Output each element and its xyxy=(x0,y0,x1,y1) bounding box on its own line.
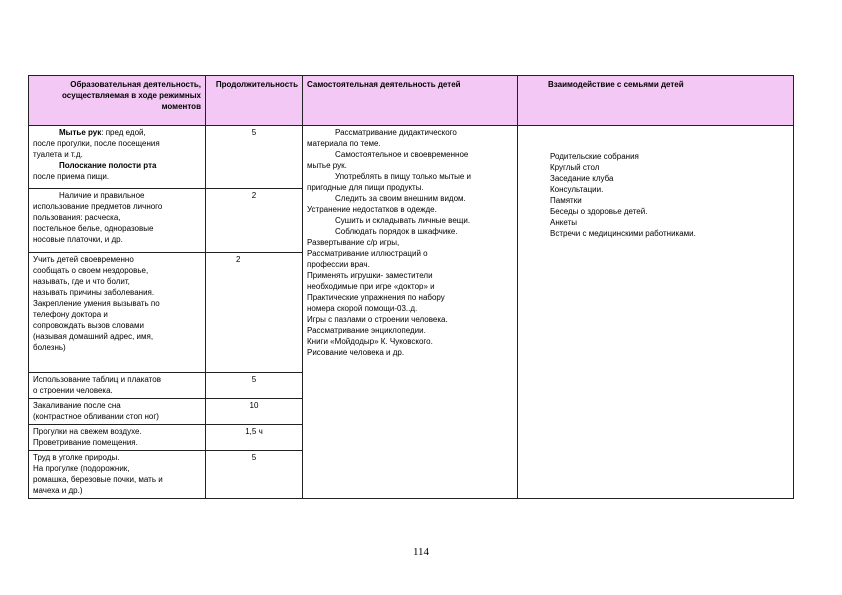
duration-value: 5 xyxy=(251,453,257,462)
page-number: 114 xyxy=(412,546,430,558)
row-text: носовые платочки, и др. xyxy=(33,235,123,244)
activity-line: Следить за своим внешним видом. xyxy=(335,194,466,203)
row-bold-term: Полоскание полости рта xyxy=(59,161,157,170)
row-text: сопровождать вызов словами xyxy=(33,321,144,330)
family-item: Заседание клуба xyxy=(550,174,614,183)
duration-value: 5 xyxy=(251,375,257,384)
header-family-interaction xyxy=(518,76,793,126)
family-interaction-cell xyxy=(518,126,793,498)
table-row-nature-work xyxy=(29,451,206,498)
duration-cell xyxy=(206,425,303,451)
activity-line: Рассматривание иллюстраций о xyxy=(307,249,428,258)
activity-line: Книги «Мойдодыр» К. Чуковского. xyxy=(307,337,433,346)
family-item: Беседы о здоровье детей. xyxy=(550,207,648,216)
header-independent-activity xyxy=(303,76,518,126)
duration-value: 5 xyxy=(251,128,257,137)
row-text: (называя домашний адрес, имя, xyxy=(33,332,154,341)
duration-cell xyxy=(206,253,303,373)
header-family-interaction-text: Взаимодействие с семьями детей xyxy=(548,80,684,89)
table-row-health-reporting xyxy=(29,253,206,373)
activity-line: Развертывание с/р игры, xyxy=(307,238,400,247)
duration-cell xyxy=(206,189,303,253)
family-item: Анкеты xyxy=(550,218,577,227)
regime-activities-table xyxy=(28,75,794,499)
row-text: после прогулки, после посещения xyxy=(33,139,160,148)
table-row-walks xyxy=(29,425,206,451)
row-text: постельное белье, одноразовые xyxy=(33,224,154,233)
activity-line: номера скорой помощи-03..д. xyxy=(307,304,418,313)
table-row-handwashing xyxy=(29,126,206,189)
activity-line: Сушить и складывать личные вещи. xyxy=(335,216,471,225)
row-text: сообщать о своем нездоровье, xyxy=(33,266,149,275)
header-educational-activity-text: Образовательная деятельность, осуществляемая в ходе режимных моментов xyxy=(62,80,201,111)
row-text: : пред едой, xyxy=(101,128,146,137)
row-text: называть, где и что болит, xyxy=(33,277,130,286)
row-text: Прогулки на свежем воздухе. xyxy=(33,427,142,436)
family-item: Родительские собрания xyxy=(550,152,639,161)
row-text: о строении человека. xyxy=(33,386,113,395)
row-text: телефону доктора и xyxy=(33,310,108,319)
duration-value: 10 xyxy=(249,401,259,410)
row-text: ромашка, березовые почки, мать и xyxy=(33,475,163,484)
family-item: Памятки xyxy=(550,196,582,205)
header-duration-text: Продолжительность xyxy=(215,80,298,89)
activity-line: Рассматривание энциклопедии. xyxy=(307,326,426,335)
row-bold-term: Мытье рук xyxy=(59,128,102,137)
activity-line: Практические упражнения по набору xyxy=(307,293,445,302)
duration-cell xyxy=(206,126,303,189)
activity-line: мытье рук. xyxy=(307,161,347,170)
row-text: использование предметов личного xyxy=(33,202,163,211)
duration-value: 1,5 ч xyxy=(245,427,263,436)
row-text: Закаливание после сна xyxy=(33,401,121,410)
activity-line: профессии врач. xyxy=(307,260,370,269)
row-text: называть причины заболевания. xyxy=(33,288,155,297)
activity-line: Рисование человека и др. xyxy=(307,348,405,357)
activity-line: Игры с пазлами о строении человека. xyxy=(307,315,448,324)
activity-line: Применять игрушки- заместители xyxy=(307,271,433,280)
activity-line: Устранение недостатков в одежде. xyxy=(307,205,437,214)
duration-cell xyxy=(206,451,303,498)
row-text: мачеха и др.) xyxy=(33,486,83,495)
activity-line: пригодные для пищи продукты. xyxy=(307,183,424,192)
activity-line: Употреблять в пищу только мытые и xyxy=(335,172,471,181)
activity-line: Самостоятельное и своевременное xyxy=(335,150,469,159)
table-row-hardening xyxy=(29,399,206,425)
row-text: туалета и т.д. xyxy=(33,150,83,159)
row-text: болезнь) xyxy=(33,343,66,352)
independent-activity-cell xyxy=(303,126,518,498)
activity-line: необходимые при игре «доктор» и xyxy=(307,282,435,291)
row-text: Закрепление умения вызывать по xyxy=(33,299,160,308)
activity-line: Рассматривание дидактического xyxy=(335,128,457,137)
row-text: Проветривание помещения. xyxy=(33,438,138,447)
duration-value: 2 xyxy=(236,255,241,264)
family-item: Встречи с медицинскими работниками. xyxy=(550,229,696,238)
family-item: Круглый стол xyxy=(550,163,600,172)
family-item: Консультации. xyxy=(550,185,604,194)
activity-line: Соблюдать порядок в шкафчике. xyxy=(335,227,458,236)
header-independent-activity-text: Самостоятельная деятельность детей xyxy=(307,80,461,89)
table-row-personal-items xyxy=(29,189,206,253)
row-text: Учить детей своевременно xyxy=(33,255,134,264)
row-text: пользования: расческа, xyxy=(33,213,121,222)
row-text: Наличие и правильное xyxy=(59,191,145,200)
row-text: (контрастное обливании стоп ног) xyxy=(33,412,159,421)
duration-cell xyxy=(206,399,303,425)
duration-cell xyxy=(206,373,303,399)
duration-value: 2 xyxy=(251,191,257,200)
activity-line: материала по теме. xyxy=(307,139,381,148)
table-row-tables-posters xyxy=(29,373,206,399)
row-text: Труд в уголке природы. xyxy=(33,453,120,462)
header-duration xyxy=(206,76,303,126)
header-educational-activity xyxy=(29,76,206,126)
row-text: На прогулке (подорожник, xyxy=(33,464,130,473)
row-text: Использование таблиц и плакатов xyxy=(33,375,161,384)
row-text: после приема пищи. xyxy=(33,172,110,181)
